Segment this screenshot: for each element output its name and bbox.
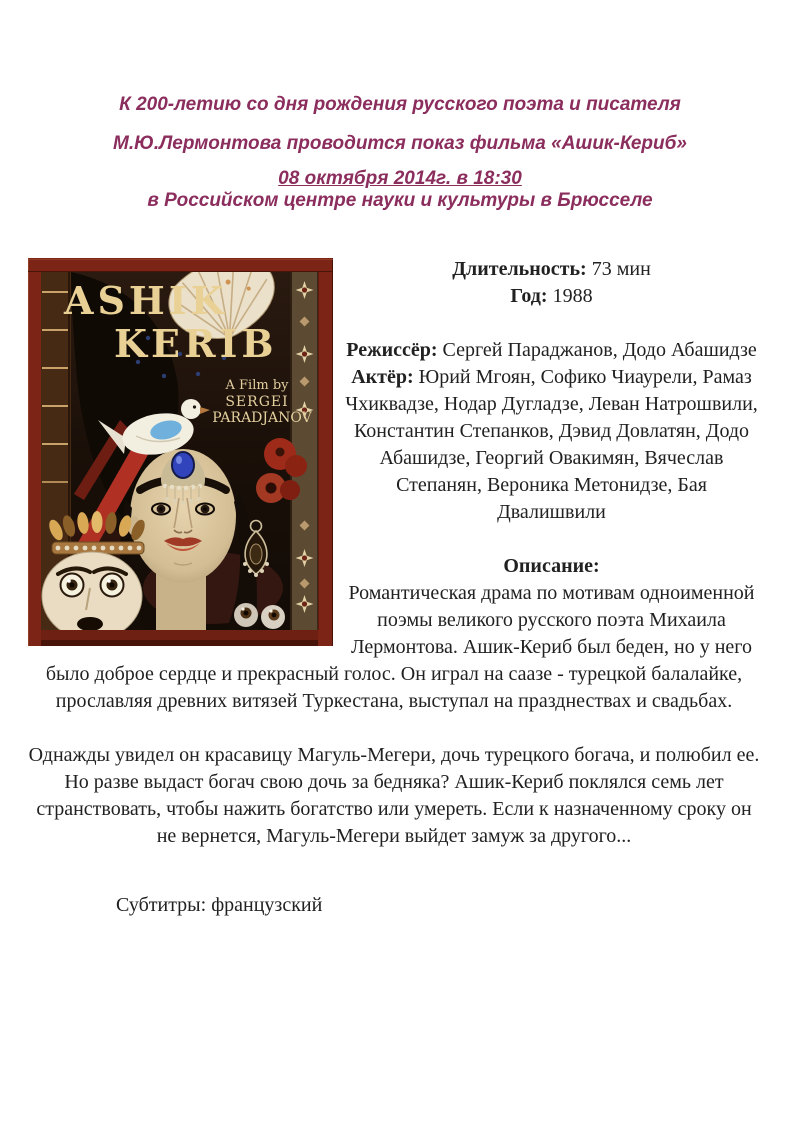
subtitles-line	[116, 892, 760, 919]
director-label: Режиссёр:	[346, 339, 438, 361]
movie-poster-artwork	[28, 258, 333, 646]
poster-credit-prefix: A Film by	[225, 378, 289, 393]
right-eye	[196, 504, 214, 515]
header-line2: М.Ю.Лермонтова проводится показ фильма «Ашик-Кериб»	[113, 133, 687, 154]
poster-credit-name2: PARADJANOV	[212, 410, 312, 426]
left-eye	[152, 504, 170, 515]
actors-label: Актёр:	[351, 366, 414, 388]
year-label: Год:	[510, 285, 548, 307]
film-info-section	[0, 256, 800, 919]
subtitles-label: Субтитры:	[116, 894, 207, 916]
poster-title-line1: ASHIK	[64, 278, 228, 323]
description-heading: Описание:	[503, 555, 600, 577]
mask-mouth	[77, 617, 103, 631]
poster-title-line2: KERIB	[114, 321, 278, 366]
actors-value: Юрий Мгоян, Софико Чиаурели, Рамаз Чхиквадзе, Нодар Дугладзе, Леван Натрошвили, Константин Степанков, Дэвид Довлатян, Додо Абашидзе, Георгий Овакимян, Вячеслав Степанян, Вероника Метонидзе, Бая Двалишвили	[345, 366, 758, 523]
year-value: 1988	[552, 285, 593, 307]
event-location: в Российском центре науки и культуры в Брюсселе	[147, 190, 653, 211]
duration-value: 73 мин	[591, 258, 651, 280]
poster-credit-name1: SERGEI	[225, 394, 289, 410]
description-paragraph-2: Однажды увидел он красавицу Магуль-Мегери, дочь турецкого богача, и полюбил ее. Но разве выдаст богач свою дочь за бедняка? Ашик-Кериб поклялся семь лет странствовать, чтобы нажить богатство или умереть. Если к назначенному сроку он не вернется, Магуль-Мегери выйдет замуж за другого...	[28, 744, 760, 847]
event-header	[0, 0, 800, 212]
event-date-underlined: 08 октября 2014г. в 18:30	[278, 168, 522, 189]
description-paragraph-1: Романтическая драма по мотивам одноименной поэмы великого русского поэта Михаила Лермонтова. Ашик-Кериб был беден, но у него было доброе сердце и прекрасный голос. Он играл на саазе - турецкой балалайке, прославляя древних витязей Туркестана, выступал на празднествах и свадьбах.	[45, 582, 755, 712]
director-value: Сергей Параджанов, Додо Абашидзе	[442, 339, 757, 361]
event-datetime	[0, 168, 800, 190]
duration-label: Длительность:	[452, 258, 587, 280]
movie-poster	[28, 258, 333, 646]
header-line1: К 200-летию со дня рождения русского поэта и писателя	[119, 94, 681, 115]
subtitles-value: французский	[211, 894, 323, 916]
